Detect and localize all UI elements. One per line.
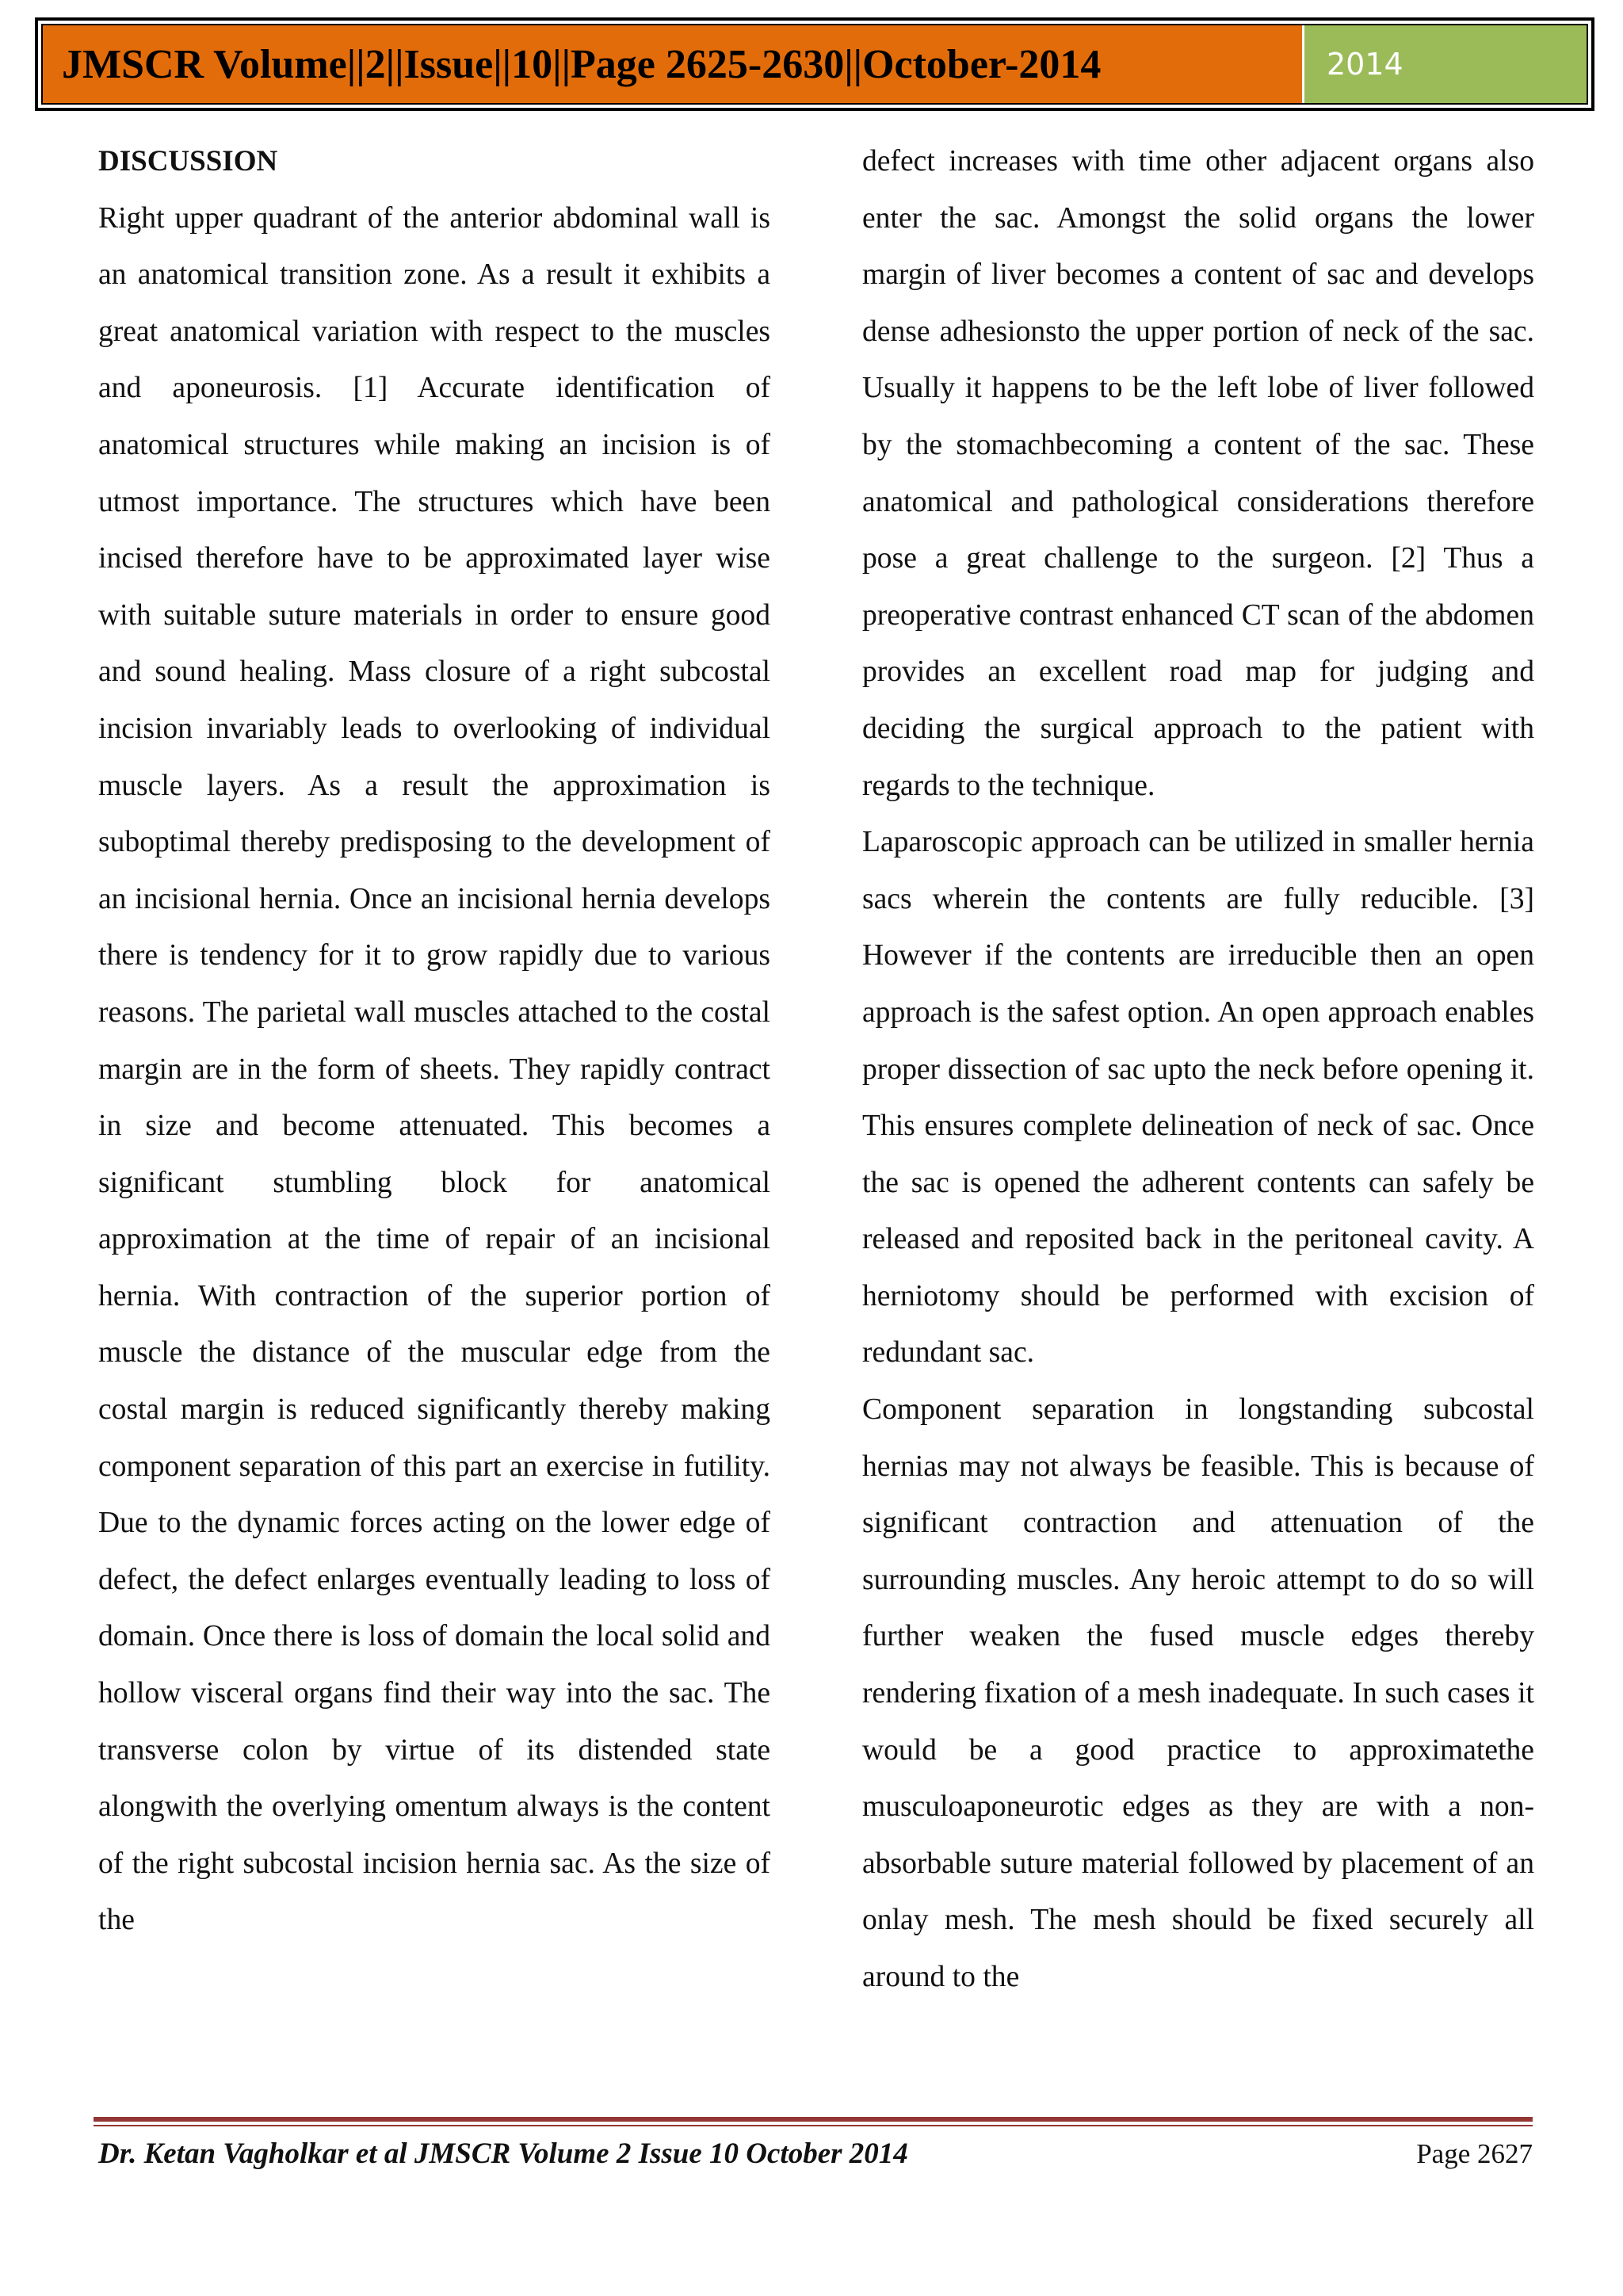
right-paragraph-3: Component separation in longstanding subcostal hernias may not always be feasible. This is because of significant contraction and attenuation of the surrounding muscles. Any heroic attempt to do so will further weaken the fused muscle edges thereby rendering fixation of a mesh inadequate. In such cases it would be a good practice to approximatethe musculoaponeurotic edges as they are with a non-absorbable suture material followed by placement of an onlay mesh. The mesh should be fixed securely all around to the — [862, 1393, 1534, 1993]
footer-rule-thin — [94, 2125, 1533, 2126]
right-column — [862, 133, 1534, 2006]
journal-header-banner — [35, 17, 1594, 111]
year-cell — [1304, 25, 1587, 103]
footer-rule-thick — [94, 2117, 1533, 2122]
right-paragraph-1: defect increases with time other adjacent organs also enter the sac. Amongst the solid organs the lower margin of liver becomes a content of sac and develops dense adhesionsto the upper portion of neck of the sac. Usually it happens to be the left lobe of liver followed by the stomachbecoming a content of the sac. These anatomical and pathological considerations therefore pose a great challenge to the surgeon. [2] Thus a preoperative contrast enhanced CT scan of the abdomen provides an excellent road map for judging and deciding the surgical approach to the patient with regards to the technique. — [862, 145, 1534, 802]
right-paragraph-2: Laparoscopic approach can be utilized in smaller hernia sacs wherein the contents are fully reducible. [3] However if the contents are irreducible then an open approach is the safest option. An open approach enables proper dissection of sac upto the neck before opening it. This ensures complete delineation of neck of sac. Once the sac is opened the adherent contents can safely be released and reposited back in the peritoneal cavity. A herniotomy should be performed with excision of redundant sac. — [862, 826, 1534, 1370]
left-column — [98, 133, 770, 1949]
journal-title-cell — [43, 25, 1304, 103]
journal-title: JMSCR Volume||2||Issue||10||Page 2625-2630||October-2014 — [62, 41, 1102, 87]
footer-citation: Dr. Ketan Vagholkar et al JMSCR Volume 2 Issue 10 October 2014 — [98, 2137, 908, 2170]
footer-page-number: Page 2627 — [1416, 2138, 1533, 2169]
section-heading-discussion: DISCUSSION — [98, 145, 278, 178]
year-label: 2014 — [1327, 47, 1403, 82]
left-paragraph-1: Right upper quadrant of the anterior abdominal wall is an anatomical transition zone. As a result it exhibits a great anatomical variation with respect to the muscles and aponeurosis. [1] Accurate identification of anatomical structures while making an incision is of utmost importance. The structures which have been incised therefore have to be approximated layer wise with suitable suture materials in order to ensure good and sound healing. Mass closure of a right subcostal incision invariably leads to overlooking of individual muscle layers. As a result the approximation is suboptimal thereby predisposing to the development of an incisional hernia. Once an incisional hernia develops there is tendency for it to grow rapidly due to various reasons. The parietal wall muscles attached to the costal margin are in the form of sheets. They rapidly contract in size and become attenuated. This becomes a significant stumbling block for anatomical approximation at the time of repair of an incisional hernia. With contraction of the superior portion of muscle the distance of the muscular edge from the costal margin is reduced significantly thereby making component separation of this part an exercise in futility. Due to the dynamic forces acting on the lower edge of defect, the defect enlarges eventually leading to loss of domain. Once there is loss of domain the local solid and hollow visceral organs find their way into the sac. The transverse colon by virtue of its distended state alongwith the overlying omentum always is the content of the right subcostal incision hernia sac. As the size of the — [98, 201, 770, 1937]
